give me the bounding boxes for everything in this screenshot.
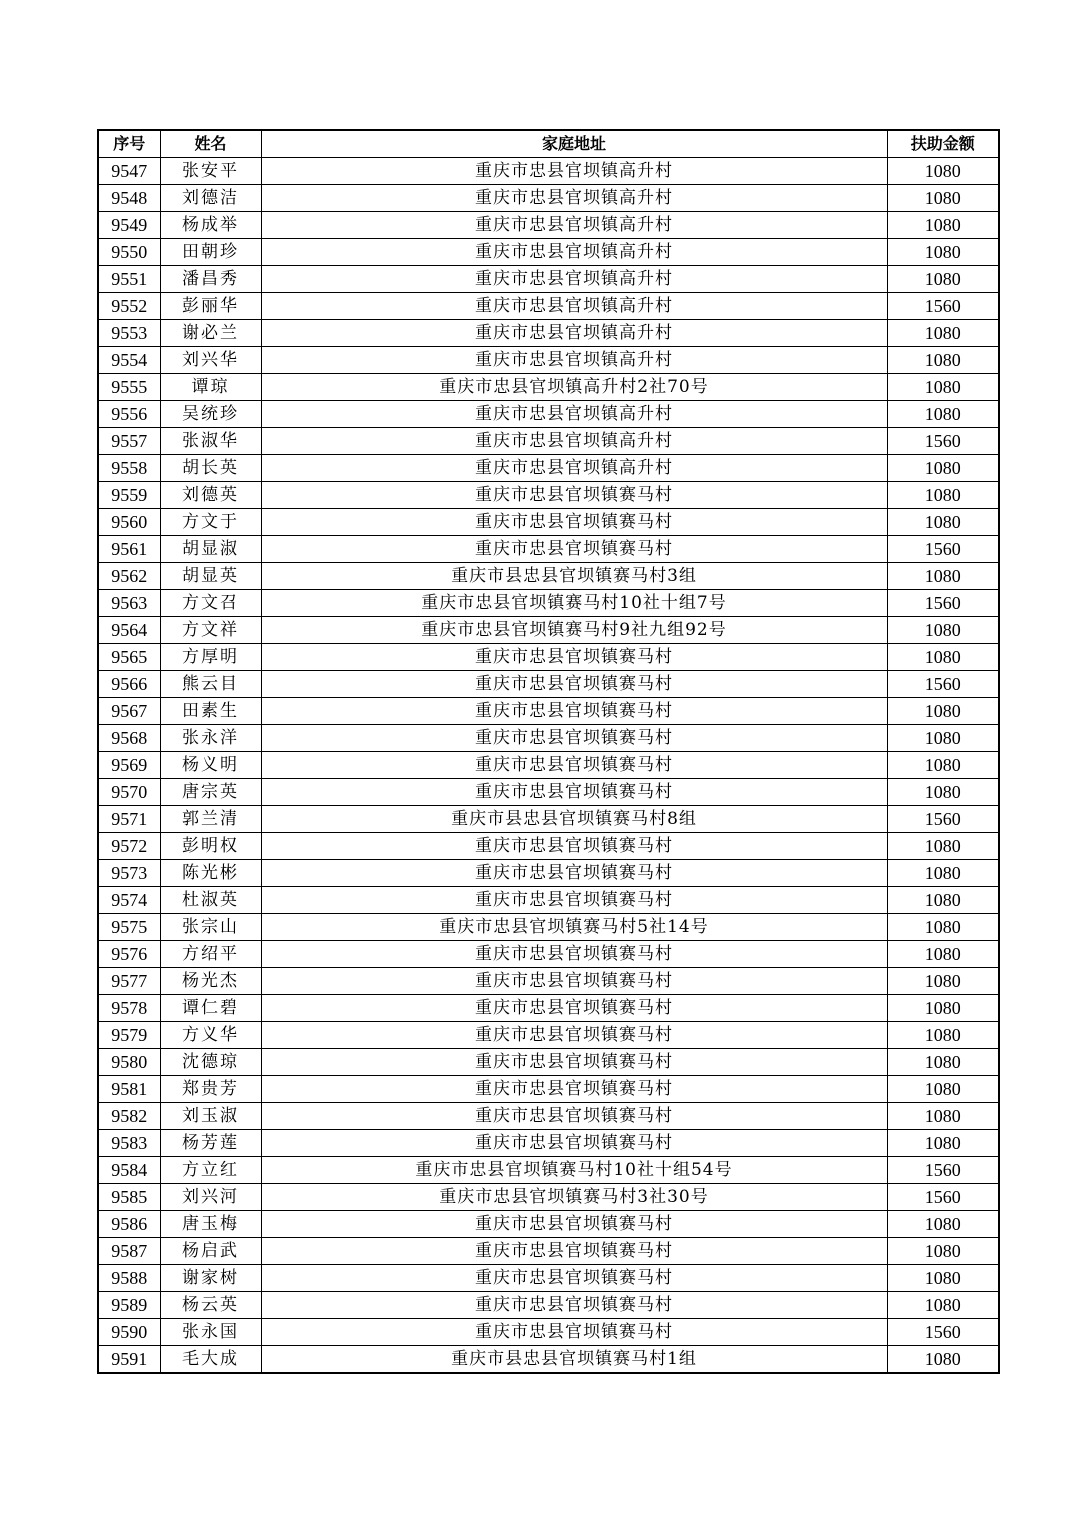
cell-assistance-amount: 1560 [887, 428, 999, 455]
cell-serial-no: 9583 [98, 1130, 160, 1157]
cell-serial-no: 9576 [98, 941, 160, 968]
cell-serial-no: 9571 [98, 806, 160, 833]
cell-serial-no: 9577 [98, 968, 160, 995]
table-row [98, 428, 999, 455]
cell-serial-no: 9587 [98, 1238, 160, 1265]
cell-home-address: 重庆市忠县官坝镇赛马村 [261, 1103, 887, 1130]
cell-serial-no: 9567 [98, 698, 160, 725]
table-body [98, 158, 999, 1374]
table-row [98, 725, 999, 752]
cell-home-address: 重庆市忠县官坝镇赛马村 [261, 752, 887, 779]
table-row [98, 563, 999, 590]
table-row [98, 1238, 999, 1265]
table-row [98, 158, 999, 185]
cell-name: 唐宗英 [160, 779, 261, 806]
cell-home-address: 重庆市忠县官坝镇高升村 [261, 212, 887, 239]
cell-assistance-amount: 1080 [887, 968, 999, 995]
cell-assistance-amount: 1080 [887, 698, 999, 725]
cell-name: 杨云英 [160, 1292, 261, 1319]
cell-name: 胡长英 [160, 455, 261, 482]
cell-name: 方文祥 [160, 617, 261, 644]
table-row [98, 752, 999, 779]
cell-home-address: 重庆市忠县官坝镇赛马村 [261, 968, 887, 995]
cell-serial-no: 9586 [98, 1211, 160, 1238]
cell-name: 胡显淑 [160, 536, 261, 563]
table-row [98, 860, 999, 887]
cell-name: 方文召 [160, 590, 261, 617]
cell-name: 熊云目 [160, 671, 261, 698]
table-row [98, 590, 999, 617]
cell-serial-no: 9580 [98, 1049, 160, 1076]
cell-home-address: 重庆市忠县官坝镇赛马村 [261, 698, 887, 725]
cell-assistance-amount: 1080 [887, 1346, 999, 1374]
table-row [98, 293, 999, 320]
cell-serial-no: 9566 [98, 671, 160, 698]
cell-serial-no: 9554 [98, 347, 160, 374]
cell-serial-no: 9565 [98, 644, 160, 671]
cell-serial-no: 9590 [98, 1319, 160, 1346]
cell-assistance-amount: 1080 [887, 725, 999, 752]
table-row [98, 779, 999, 806]
cell-name: 谢必兰 [160, 320, 261, 347]
table-row [98, 1103, 999, 1130]
cell-home-address: 重庆市忠县官坝镇高升村 [261, 428, 887, 455]
cell-serial-no: 9557 [98, 428, 160, 455]
cell-home-address: 重庆市忠县官坝镇赛马村 [261, 887, 887, 914]
cell-home-address: 重庆市忠县官坝镇赛马村 [261, 1211, 887, 1238]
cell-name: 张宗山 [160, 914, 261, 941]
table-row [98, 455, 999, 482]
cell-assistance-amount: 1080 [887, 1211, 999, 1238]
cell-home-address: 重庆市忠县官坝镇高升村 [261, 347, 887, 374]
table-row [98, 239, 999, 266]
cell-serial-no: 9584 [98, 1157, 160, 1184]
table-row [98, 482, 999, 509]
table-row [98, 1130, 999, 1157]
cell-assistance-amount: 1080 [887, 833, 999, 860]
table-row [98, 1049, 999, 1076]
cell-assistance-amount: 1080 [887, 617, 999, 644]
table-row [98, 266, 999, 293]
cell-assistance-amount: 1080 [887, 509, 999, 536]
cell-name: 谢家树 [160, 1265, 261, 1292]
cell-home-address: 重庆市忠县官坝镇赛马村 [261, 779, 887, 806]
cell-serial-no: 9549 [98, 212, 160, 239]
cell-name: 张淑华 [160, 428, 261, 455]
cell-serial-no: 9582 [98, 1103, 160, 1130]
cell-home-address: 重庆市忠县官坝镇赛马村 [261, 1049, 887, 1076]
cell-assistance-amount: 1080 [887, 239, 999, 266]
cell-name: 张永洋 [160, 725, 261, 752]
table-row [98, 1184, 999, 1211]
cell-home-address: 重庆市忠县官坝镇高升村 [261, 293, 887, 320]
cell-assistance-amount: 1560 [887, 293, 999, 320]
cell-name: 谭仁碧 [160, 995, 261, 1022]
cell-serial-no: 9548 [98, 185, 160, 212]
cell-assistance-amount: 1560 [887, 590, 999, 617]
cell-serial-no: 9552 [98, 293, 160, 320]
cell-name: 杨成举 [160, 212, 261, 239]
cell-assistance-amount: 1080 [887, 563, 999, 590]
table-row [98, 914, 999, 941]
cell-serial-no: 9588 [98, 1265, 160, 1292]
cell-home-address: 重庆市忠县官坝镇高升村 [261, 455, 887, 482]
cell-home-address: 重庆市忠县官坝镇赛马村 [261, 860, 887, 887]
cell-name: 谭琼 [160, 374, 261, 401]
cell-assistance-amount: 1560 [887, 1157, 999, 1184]
cell-home-address: 重庆市忠县官坝镇高升村2社70号 [261, 374, 887, 401]
cell-assistance-amount: 1560 [887, 1184, 999, 1211]
cell-serial-no: 9550 [98, 239, 160, 266]
table-row [98, 995, 999, 1022]
cell-home-address: 重庆市忠县官坝镇赛马村10社十组7号 [261, 590, 887, 617]
cell-assistance-amount: 1080 [887, 914, 999, 941]
cell-name: 刘兴华 [160, 347, 261, 374]
table-row [98, 1346, 999, 1374]
cell-home-address: 重庆市忠县官坝镇高升村 [261, 401, 887, 428]
cell-assistance-amount: 1080 [887, 1130, 999, 1157]
table-row [98, 185, 999, 212]
table-row [98, 941, 999, 968]
cell-home-address: 重庆市忠县官坝镇高升村 [261, 158, 887, 185]
cell-home-address: 重庆市县忠县官坝镇赛马村1组 [261, 1346, 887, 1374]
cell-serial-no: 9555 [98, 374, 160, 401]
cell-assistance-amount: 1080 [887, 995, 999, 1022]
cell-serial-no: 9581 [98, 1076, 160, 1103]
cell-serial-no: 9589 [98, 1292, 160, 1319]
cell-name: 刘德英 [160, 482, 261, 509]
cell-home-address: 重庆市忠县官坝镇高升村 [261, 320, 887, 347]
table-row [98, 536, 999, 563]
cell-assistance-amount: 1080 [887, 266, 999, 293]
cell-name: 彭丽华 [160, 293, 261, 320]
cell-home-address: 重庆市忠县官坝镇高升村 [261, 239, 887, 266]
cell-name: 刘玉淑 [160, 1103, 261, 1130]
cell-home-address: 重庆市忠县官坝镇高升村 [261, 266, 887, 293]
table-row [98, 1076, 999, 1103]
cell-serial-no: 9553 [98, 320, 160, 347]
cell-serial-no: 9585 [98, 1184, 160, 1211]
header-serial-no: 序号 [98, 130, 160, 158]
cell-assistance-amount: 1080 [887, 401, 999, 428]
cell-name: 杨义明 [160, 752, 261, 779]
cell-home-address: 重庆市忠县官坝镇赛马村 [261, 1022, 887, 1049]
table-row [98, 671, 999, 698]
cell-home-address: 重庆市忠县官坝镇赛马村10社十组54号 [261, 1157, 887, 1184]
cell-serial-no: 9564 [98, 617, 160, 644]
table-row [98, 887, 999, 914]
table-row [98, 617, 999, 644]
header-assistance-amount: 扶助金额 [887, 130, 999, 158]
cell-name: 胡显英 [160, 563, 261, 590]
cell-name: 陈光彬 [160, 860, 261, 887]
cell-serial-no: 9561 [98, 536, 160, 563]
cell-name: 刘兴河 [160, 1184, 261, 1211]
cell-assistance-amount: 1080 [887, 860, 999, 887]
cell-assistance-amount: 1080 [887, 374, 999, 401]
cell-serial-no: 9560 [98, 509, 160, 536]
cell-serial-no: 9563 [98, 590, 160, 617]
cell-home-address: 重庆市忠县官坝镇赛马村 [261, 725, 887, 752]
table-row [98, 1265, 999, 1292]
cell-home-address: 重庆市忠县官坝镇赛马村 [261, 644, 887, 671]
cell-home-address: 重庆市忠县官坝镇赛马村3社30号 [261, 1184, 887, 1211]
cell-serial-no: 9573 [98, 860, 160, 887]
cell-name: 杨启武 [160, 1238, 261, 1265]
cell-assistance-amount: 1080 [887, 887, 999, 914]
cell-home-address: 重庆市忠县官坝镇赛马村 [261, 509, 887, 536]
table-row [98, 968, 999, 995]
table-row [98, 1022, 999, 1049]
assistance-table [97, 129, 1000, 1374]
table-row [98, 347, 999, 374]
cell-serial-no: 9570 [98, 779, 160, 806]
cell-home-address: 重庆市忠县官坝镇赛马村 [261, 995, 887, 1022]
cell-serial-no: 9568 [98, 725, 160, 752]
cell-serial-no: 9591 [98, 1346, 160, 1374]
cell-name: 吴统珍 [160, 401, 261, 428]
cell-serial-no: 9569 [98, 752, 160, 779]
table-row [98, 320, 999, 347]
cell-assistance-amount: 1080 [887, 1049, 999, 1076]
table-row [98, 1292, 999, 1319]
cell-home-address: 重庆市忠县官坝镇赛马村 [261, 482, 887, 509]
cell-home-address: 重庆市忠县官坝镇赛马村 [261, 833, 887, 860]
cell-assistance-amount: 1080 [887, 1076, 999, 1103]
table-row [98, 698, 999, 725]
cell-assistance-amount: 1080 [887, 212, 999, 239]
cell-assistance-amount: 1080 [887, 1103, 999, 1130]
cell-name: 杨光杰 [160, 968, 261, 995]
header-home-address: 家庭地址 [261, 130, 887, 158]
cell-serial-no: 9559 [98, 482, 160, 509]
cell-home-address: 重庆市忠县官坝镇赛马村5社14号 [261, 914, 887, 941]
cell-home-address: 重庆市忠县官坝镇高升村 [261, 185, 887, 212]
table-row [98, 1319, 999, 1346]
cell-name: 唐玉梅 [160, 1211, 261, 1238]
cell-name: 毛大成 [160, 1346, 261, 1374]
cell-home-address: 重庆市忠县官坝镇赛马村 [261, 1319, 887, 1346]
cell-name: 方厚明 [160, 644, 261, 671]
cell-name: 方立红 [160, 1157, 261, 1184]
cell-serial-no: 9578 [98, 995, 160, 1022]
cell-name: 张安平 [160, 158, 261, 185]
cell-assistance-amount: 1080 [887, 941, 999, 968]
table-row [98, 401, 999, 428]
cell-assistance-amount: 1080 [887, 347, 999, 374]
cell-home-address: 重庆市忠县官坝镇赛马村 [261, 1238, 887, 1265]
table-header-row [98, 130, 999, 158]
cell-home-address: 重庆市忠县官坝镇赛马村 [261, 941, 887, 968]
cell-name: 杨芳莲 [160, 1130, 261, 1157]
cell-name: 方文于 [160, 509, 261, 536]
cell-serial-no: 9556 [98, 401, 160, 428]
table-row [98, 212, 999, 239]
table-row [98, 509, 999, 536]
cell-name: 郑贵芳 [160, 1076, 261, 1103]
cell-name: 田素生 [160, 698, 261, 725]
cell-home-address: 重庆市县忠县官坝镇赛马村8组 [261, 806, 887, 833]
cell-assistance-amount: 1080 [887, 455, 999, 482]
cell-assistance-amount: 1080 [887, 779, 999, 806]
cell-home-address: 重庆市忠县官坝镇赛马村 [261, 1265, 887, 1292]
cell-serial-no: 9558 [98, 455, 160, 482]
cell-name: 郭兰清 [160, 806, 261, 833]
cell-assistance-amount: 1080 [887, 185, 999, 212]
cell-assistance-amount: 1560 [887, 671, 999, 698]
cell-serial-no: 9575 [98, 914, 160, 941]
cell-assistance-amount: 1080 [887, 644, 999, 671]
table-row [98, 1211, 999, 1238]
table-row [98, 374, 999, 401]
cell-home-address: 重庆市忠县官坝镇赛马村 [261, 536, 887, 563]
table-row [98, 644, 999, 671]
cell-name: 彭明权 [160, 833, 261, 860]
cell-home-address: 重庆市忠县官坝镇赛马村9社九组92号 [261, 617, 887, 644]
table-row [98, 806, 999, 833]
cell-home-address: 重庆市县忠县官坝镇赛马村3组 [261, 563, 887, 590]
cell-home-address: 重庆市忠县官坝镇赛马村 [261, 1130, 887, 1157]
cell-name: 潘昌秀 [160, 266, 261, 293]
cell-assistance-amount: 1080 [887, 1238, 999, 1265]
header-name: 姓名 [160, 130, 261, 158]
cell-assistance-amount: 1080 [887, 752, 999, 779]
cell-home-address: 重庆市忠县官坝镇赛马村 [261, 671, 887, 698]
cell-name: 田朝珍 [160, 239, 261, 266]
cell-assistance-amount: 1560 [887, 536, 999, 563]
cell-name: 沈德琼 [160, 1049, 261, 1076]
cell-assistance-amount: 1080 [887, 158, 999, 185]
cell-assistance-amount: 1080 [887, 1022, 999, 1049]
cell-home-address: 重庆市忠县官坝镇赛马村 [261, 1292, 887, 1319]
cell-serial-no: 9579 [98, 1022, 160, 1049]
cell-assistance-amount: 1560 [887, 806, 999, 833]
cell-home-address: 重庆市忠县官坝镇赛马村 [261, 1076, 887, 1103]
table-row [98, 1157, 999, 1184]
cell-serial-no: 9551 [98, 266, 160, 293]
cell-name: 张永国 [160, 1319, 261, 1346]
cell-serial-no: 9574 [98, 887, 160, 914]
cell-name: 方义华 [160, 1022, 261, 1049]
cell-name: 方绍平 [160, 941, 261, 968]
cell-serial-no: 9572 [98, 833, 160, 860]
cell-serial-no: 9547 [98, 158, 160, 185]
table-row [98, 833, 999, 860]
cell-name: 刘德洁 [160, 185, 261, 212]
cell-assistance-amount: 1080 [887, 1265, 999, 1292]
cell-name: 杜淑英 [160, 887, 261, 914]
cell-assistance-amount: 1560 [887, 1319, 999, 1346]
cell-assistance-amount: 1080 [887, 482, 999, 509]
cell-assistance-amount: 1080 [887, 1292, 999, 1319]
cell-serial-no: 9562 [98, 563, 160, 590]
cell-assistance-amount: 1080 [887, 320, 999, 347]
